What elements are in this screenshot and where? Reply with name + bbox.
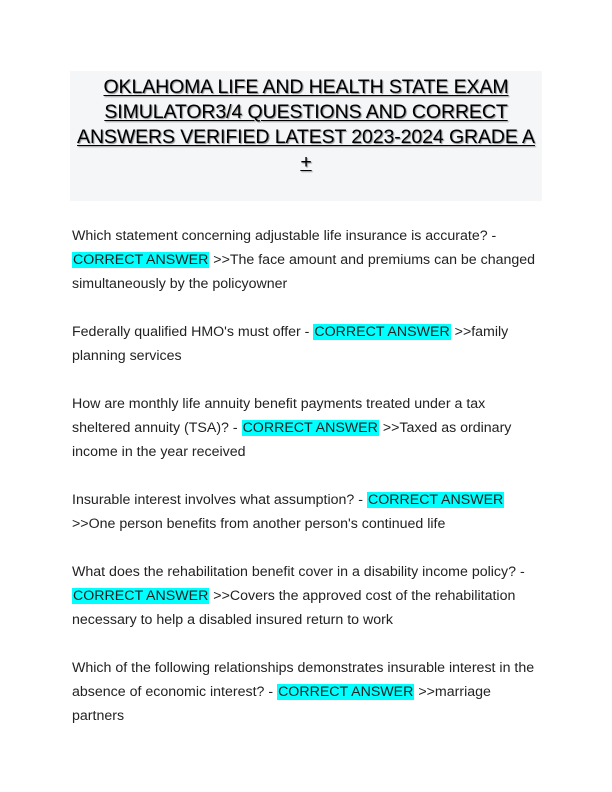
correct-answer-label: CORRECT ANSWER xyxy=(73,588,209,604)
answer-text: >>The face amount and premiums can be changed simultaneously by the policyowner xyxy=(72,252,536,292)
question-text: Which of the following relationships demonstrates insurable interest in the absence of economic interest? - xyxy=(72,660,535,700)
qa-item xyxy=(72,320,544,368)
qa-item xyxy=(72,224,544,296)
answer-text: >>family planning services xyxy=(72,324,509,364)
question-text: Insurable interest involves what assumption? - xyxy=(72,492,363,508)
qa-item xyxy=(72,392,544,464)
question-text: What does the rehabilitation benefit cover in a disability income policy? - xyxy=(72,564,525,580)
correct-answer-label: CORRECT ANSWER xyxy=(278,684,414,700)
answer-text: >>Taxed as ordinary income in the year received xyxy=(72,420,512,460)
answer-text: >>Covers the approved cost of the rehabilitation necessary to help a disabled insured return to work xyxy=(72,588,516,628)
document-title: OKLAHOMA LIFE AND HEALTH STATE EXAM SIMULATOR3/4 QUESTIONS AND CORRECT ANSWERS VERIFIED LATEST 2023-2024 GRADE A + xyxy=(77,76,535,173)
correct-answer-label: CORRECT ANSWER xyxy=(73,252,209,268)
qa-list xyxy=(72,224,544,752)
question-text: Federally qualified HMO's must offer - xyxy=(72,324,310,340)
qa-item xyxy=(72,488,544,536)
answer-text: >>One person benefits from another person's continued life xyxy=(72,516,446,532)
title-box xyxy=(70,71,542,201)
correct-answer-label: CORRECT ANSWER xyxy=(314,324,450,340)
question-text: Which statement concerning adjustable life insurance is accurate? - xyxy=(72,228,497,244)
answer-text: >>marriage partners xyxy=(72,684,491,724)
correct-answer-label: CORRECT ANSWER xyxy=(242,420,378,436)
qa-item xyxy=(72,656,544,728)
question-text: How are monthly life annuity benefit payments treated under a tax sheltered annuity (TSA)? - xyxy=(72,396,486,436)
correct-answer-label: CORRECT ANSWER xyxy=(367,492,504,508)
qa-item xyxy=(72,560,544,632)
